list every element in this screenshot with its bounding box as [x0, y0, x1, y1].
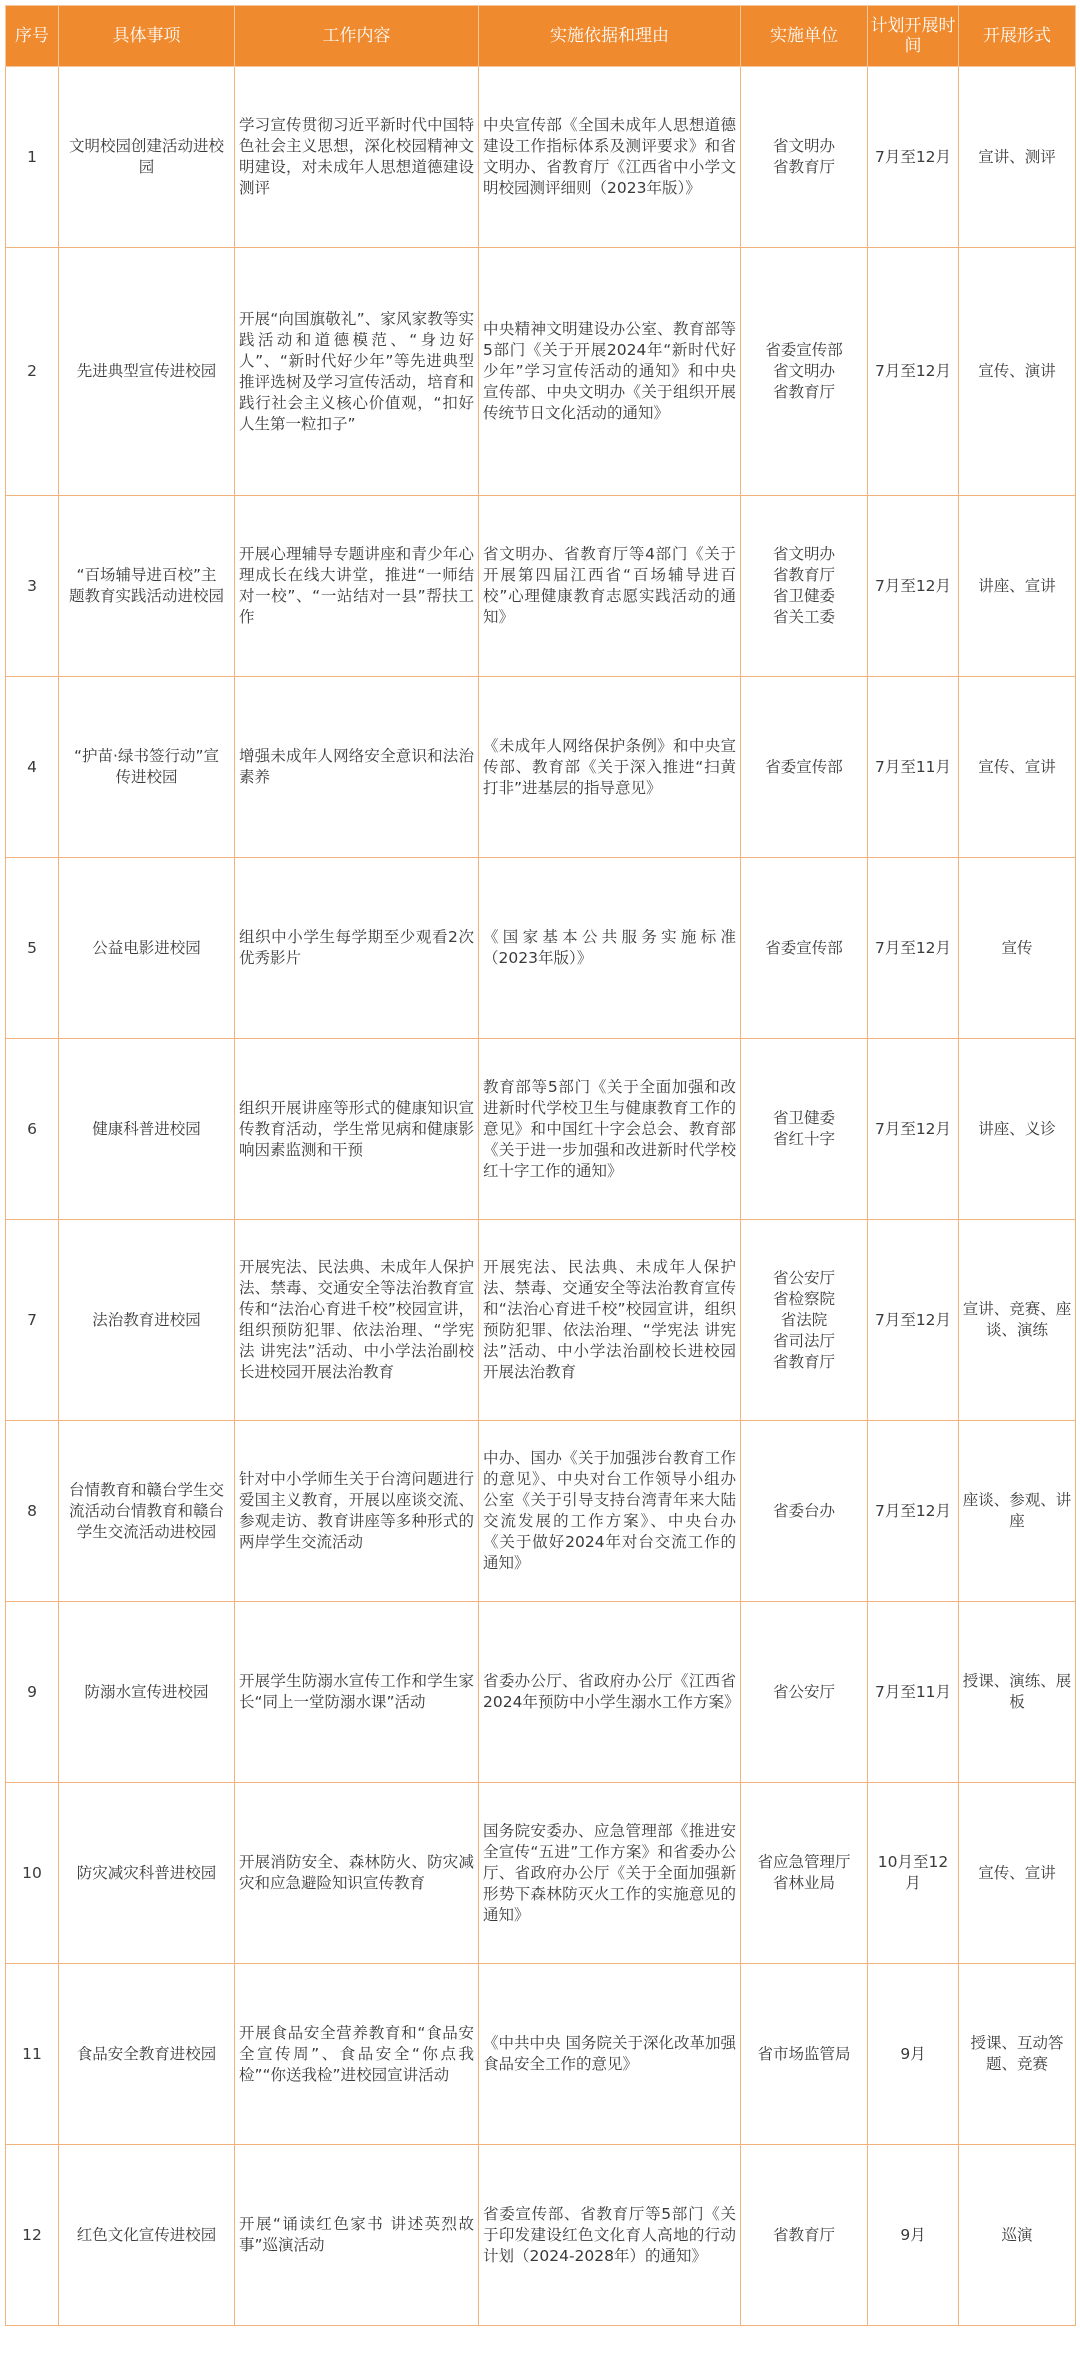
cell-org: 省委宣传部 [741, 858, 868, 1039]
cell-item: “百场辅导进百校”主题教育实践活动进校园 [59, 496, 235, 677]
cell-time: 9月 [868, 1964, 959, 2145]
cell-content: 开展“诵读红色家书 讲述英烈故事”巡演活动 [235, 2145, 479, 2326]
cell-form: 巡演 [959, 2145, 1076, 2326]
table-row [6, 1602, 1076, 1783]
cell-basis: 中央宣传部《全国未成年人思想道德建设工作指标体系及测评要求》和省文明办、省教育厅《江西省中小学文明校园测评细则（2023年版）》 [479, 67, 741, 248]
cell-no: 11 [6, 1964, 59, 2145]
header-time: 计划开展时间 [868, 6, 959, 67]
table-row [6, 1220, 1076, 1421]
header-row [6, 6, 1076, 67]
cell-basis: 中央精神文明建设办公室、教育部等5部门《关于开展2024年“新时代好少年”学习宣传活动的通知》和中央宣传部、中央文明办《关于组织开展传统节日文化活动的通知》 [479, 248, 741, 496]
header-no: 序号 [6, 6, 59, 67]
cell-form: 宣传、演讲 [959, 248, 1076, 496]
table-row [6, 1964, 1076, 2145]
table-header [6, 6, 1076, 67]
cell-content: 学习宣传贯彻习近平新时代中国特色社会主义思想，深化校园精神文明建设，对未成年人思想道德建设测评 [235, 67, 479, 248]
cell-basis: 教育部等5部门《关于全面加强和改进新时代学校卫生与健康教育工作的意见》和中国红十字会总会、教育部《关于进一步加强和改进新时代学校红十字工作的通知》 [479, 1039, 741, 1220]
cell-basis: 省委办公厅、省政府办公厅《江西省2024年预防中小学生溺水工作方案》 [479, 1602, 741, 1783]
cell-org: 省文明办 省教育厅 省卫健委 省关工委 [741, 496, 868, 677]
cell-content: 针对中小学师生关于台湾问题进行爱国主义教育，开展以座谈交流、参观走访、教育讲座等多种形式的两岸学生交流活动 [235, 1421, 479, 1602]
cell-no: 9 [6, 1602, 59, 1783]
cell-content: 开展宪法、民法典、未成年人保护法、禁毒、交通安全等法治教育宣传和“法治心育进千校”校园宣讲，组织预防犯罪、依法治理、“学宪法 讲宪法”活动、中小学法治副校长进校园开展法治教育 [235, 1220, 479, 1421]
table-row [6, 1783, 1076, 1964]
cell-time: 7月至12月 [868, 496, 959, 677]
table-row [6, 1039, 1076, 1220]
cell-time: 7月至12月 [868, 248, 959, 496]
cell-no: 4 [6, 677, 59, 858]
cell-content: 开展“向国旗敬礼”、家风家教等实践活动和道德模范、“身边好人”、“新时代好少年”等先进典型推评选树及学习宣传活动，培育和践行社会主义核心价值观，“扣好人生第一粒扣子” [235, 248, 479, 496]
cell-no: 3 [6, 496, 59, 677]
header-form: 开展形式 [959, 6, 1076, 67]
cell-item: 健康科普进校园 [59, 1039, 235, 1220]
cell-no: 7 [6, 1220, 59, 1421]
cell-no: 2 [6, 248, 59, 496]
cell-content: 组织开展讲座等形式的健康知识宣传教育活动，学生常见病和健康影响因素监测和干预 [235, 1039, 479, 1220]
table-row [6, 496, 1076, 677]
cell-time: 10月至12月 [868, 1783, 959, 1964]
cell-form: 宣传 [959, 858, 1076, 1039]
cell-time: 9月 [868, 2145, 959, 2326]
cell-form: 讲座、宣讲 [959, 496, 1076, 677]
cell-basis: 开展宪法、民法典、未成年人保护法、禁毒、交通安全等法治教育宣传和“法治心育进千校”校园宣讲，组织预防犯罪、依法治理、“学宪法 讲宪法”活动、中小学法治副校长进校园开展法治教育 [479, 1220, 741, 1421]
table-row [6, 1421, 1076, 1602]
cell-form: 宣传、宣讲 [959, 677, 1076, 858]
cell-item: 先进典型宣传进校园 [59, 248, 235, 496]
cell-form: 宣讲、测评 [959, 67, 1076, 248]
cell-item: 法治教育进校园 [59, 1220, 235, 1421]
cell-item: 食品安全教育进校园 [59, 1964, 235, 2145]
cell-basis: 省委宣传部、省教育厅等5部门《关于印发建设红色文化育人高地的行动计划（2024-2028年）的通知》 [479, 2145, 741, 2326]
cell-no: 5 [6, 858, 59, 1039]
cell-form: 宣传、宣讲 [959, 1783, 1076, 1964]
cell-time: 7月至12月 [868, 1421, 959, 1602]
cell-time: 7月至11月 [868, 677, 959, 858]
cell-item: 红色文化宣传进校园 [59, 2145, 235, 2326]
cell-no: 6 [6, 1039, 59, 1220]
cell-item: 防溺水宣传进校园 [59, 1602, 235, 1783]
cell-org: 省教育厅 [741, 2145, 868, 2326]
cell-org: 省文明办 省教育厅 [741, 67, 868, 248]
cell-item: 文明校园创建活动进校园 [59, 67, 235, 248]
cell-time: 7月至12月 [868, 1220, 959, 1421]
cell-basis: 《国家基本公共服务实施标准（2023年版）》 [479, 858, 741, 1039]
cell-no: 8 [6, 1421, 59, 1602]
cell-basis: 《未成年人网络保护条例》和中央宣传部、教育部《关于深入推进“扫黄打非”进基层的指导意见》 [479, 677, 741, 858]
cell-item: 台情教育和赣台学生交流活动台情教育和赣台学生交流活动进校园 [59, 1421, 235, 1602]
cell-no: 10 [6, 1783, 59, 1964]
cell-no: 12 [6, 2145, 59, 2326]
cell-time: 7月至12月 [868, 858, 959, 1039]
header-item: 具体事项 [59, 6, 235, 67]
cell-content: 增强未成年人网络安全意识和法治素养 [235, 677, 479, 858]
cell-org: 省委宣传部 省文明办 省教育厅 [741, 248, 868, 496]
table-row [6, 67, 1076, 248]
cell-org: 省卫健委 省红十字 [741, 1039, 868, 1220]
cell-time: 7月至12月 [868, 1039, 959, 1220]
cell-org: 省委台办 [741, 1421, 868, 1602]
table-row [6, 858, 1076, 1039]
cell-item: 公益电影进校园 [59, 858, 235, 1039]
cell-content: 组织中小学生每学期至少观看2次优秀影片 [235, 858, 479, 1039]
activities-table [5, 5, 1076, 2326]
cell-org: 省市场监管局 [741, 1964, 868, 2145]
header-org: 实施单位 [741, 6, 868, 67]
cell-content: 开展食品安全营养教育和“食品安全宣传周”、食品安全“你点我检”“你送我检”进校园宣讲活动 [235, 1964, 479, 2145]
cell-item: “护苗·绿书签行动”宣传进校园 [59, 677, 235, 858]
cell-form: 授课、互动答题、竞赛 [959, 1964, 1076, 2145]
cell-org: 省公安厅 省检察院 省法院 省司法厅 省教育厅 [741, 1220, 868, 1421]
cell-time: 7月至11月 [868, 1602, 959, 1783]
header-basis: 实施依据和理由 [479, 6, 741, 67]
cell-basis: 《中共中央 国务院关于深化改革加强食品安全工作的意见》 [479, 1964, 741, 2145]
table-container [5, 5, 1076, 2326]
cell-content: 开展消防安全、森林防火、防灾减灾和应急避险知识宣传教育 [235, 1783, 479, 1964]
cell-org: 省公安厅 [741, 1602, 868, 1783]
cell-form: 座谈、参观、讲座 [959, 1421, 1076, 1602]
cell-item: 防灾减灾科普进校园 [59, 1783, 235, 1964]
table-row [6, 677, 1076, 858]
cell-form: 宣讲、竞赛、座谈、演练 [959, 1220, 1076, 1421]
cell-form: 讲座、义诊 [959, 1039, 1076, 1220]
table-body [6, 67, 1076, 2326]
table-row [6, 2145, 1076, 2326]
cell-org: 省委宣传部 [741, 677, 868, 858]
table-row [6, 248, 1076, 496]
cell-form: 授课、演练、展板 [959, 1602, 1076, 1783]
cell-basis: 中办、国办《关于加强涉台教育工作的意见》、中央对台工作领导小组办公室《关于引导支持台湾青年来大陆交流发展的工作方案》、中央台办《关于做好2024年对台交流工作的通知》 [479, 1421, 741, 1602]
cell-basis: 省文明办、省教育厅等4部门《关于开展第四届江西省“百场辅导进百校”心理健康教育志愿实践活动的通知》 [479, 496, 741, 677]
cell-time: 7月至12月 [868, 67, 959, 248]
cell-content: 开展学生防溺水宣传工作和学生家长“同上一堂防溺水课”活动 [235, 1602, 479, 1783]
header-content: 工作内容 [235, 6, 479, 67]
cell-org: 省应急管理厅 省林业局 [741, 1783, 868, 1964]
cell-content: 开展心理辅导专题讲座和青少年心理成长在线大讲堂，推进“一师结对一校”、“一站结对一县”帮扶工作 [235, 496, 479, 677]
cell-basis: 国务院安委办、应急管理部《推进安全宣传“五进”工作方案》和省委办公厅、省政府办公厅《关于全面加强新形势下森林防灭火工作的实施意见的通知》 [479, 1783, 741, 1964]
cell-no: 1 [6, 67, 59, 248]
